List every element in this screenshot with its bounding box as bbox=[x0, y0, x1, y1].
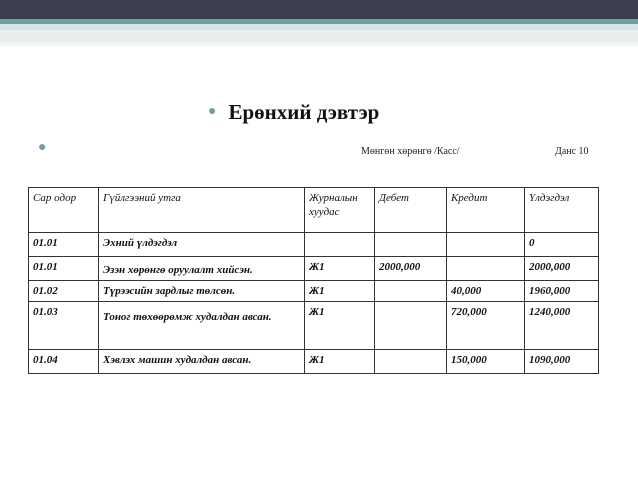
header-date: Сар одор bbox=[29, 188, 99, 233]
table-row bbox=[29, 257, 599, 281]
account-name: Мөнгөн хөрөнгө /Касс/ bbox=[361, 146, 460, 157]
table-header-row bbox=[29, 188, 599, 233]
cell-journal: Ж1 bbox=[305, 257, 375, 281]
cell-credit bbox=[447, 233, 525, 257]
cell-date: 01.01 bbox=[29, 257, 99, 281]
cell-description: Эхний үлдэгдэл bbox=[99, 233, 305, 257]
header-band-pale bbox=[0, 42, 638, 46]
cell-balance: 2000,000 bbox=[525, 257, 599, 281]
slide-title bbox=[208, 100, 379, 125]
cell-balance: 1090,000 bbox=[525, 350, 599, 374]
header-debit: Дебет bbox=[375, 188, 447, 233]
cell-date: 01.02 bbox=[29, 281, 99, 302]
cell-credit bbox=[447, 257, 525, 281]
cell-date: 01.04 bbox=[29, 350, 99, 374]
header-journal-page: Журналын хуудас bbox=[305, 188, 375, 233]
bullet-icon: ● bbox=[208, 104, 217, 119]
cell-balance: 1960,000 bbox=[525, 281, 599, 302]
header-credit: Кредит bbox=[447, 188, 525, 233]
ledger-table bbox=[28, 187, 599, 374]
account-number: Данс 10 bbox=[555, 146, 589, 157]
table-row bbox=[29, 350, 599, 374]
cell-description: Түрээсийн зардлыг төлсөн. bbox=[99, 281, 305, 302]
cell-balance: 1240,000 bbox=[525, 302, 599, 350]
slide-title-text: Ерөнхий дэвтэр bbox=[228, 100, 380, 124]
header-band-dark bbox=[0, 0, 638, 19]
header-band-grey bbox=[0, 30, 638, 42]
cell-debit: 2000,000 bbox=[375, 257, 447, 281]
cell-description: Хэвлэх машин худалдан авсан. bbox=[99, 350, 305, 374]
cell-debit bbox=[375, 302, 447, 350]
bullet-icon: ● bbox=[38, 140, 47, 155]
cell-description: Тоног төхөөрөмж худалдан авсан. bbox=[99, 302, 305, 350]
cell-description: Эзэн хөрөнгө оруулалт хийсэн. bbox=[99, 257, 305, 281]
header-balance: Үлдэгдэл bbox=[525, 188, 599, 233]
cell-journal: Ж1 bbox=[305, 281, 375, 302]
cell-debit bbox=[375, 350, 447, 374]
cell-credit: 40,000 bbox=[447, 281, 525, 302]
cell-journal bbox=[305, 233, 375, 257]
cell-credit: 150,000 bbox=[447, 350, 525, 374]
cell-journal: Ж1 bbox=[305, 350, 375, 374]
cell-date: 01.03 bbox=[29, 302, 99, 350]
cell-balance: 0 bbox=[525, 233, 599, 257]
table-row bbox=[29, 302, 599, 350]
table-row bbox=[29, 233, 599, 257]
cell-date: 01.01 bbox=[29, 233, 99, 257]
table-row bbox=[29, 281, 599, 302]
cell-debit bbox=[375, 281, 447, 302]
cell-debit bbox=[375, 233, 447, 257]
cell-credit: 720,000 bbox=[447, 302, 525, 350]
cell-journal: Ж1 bbox=[305, 302, 375, 350]
header-description: Гүйлгээний утга bbox=[99, 188, 305, 233]
